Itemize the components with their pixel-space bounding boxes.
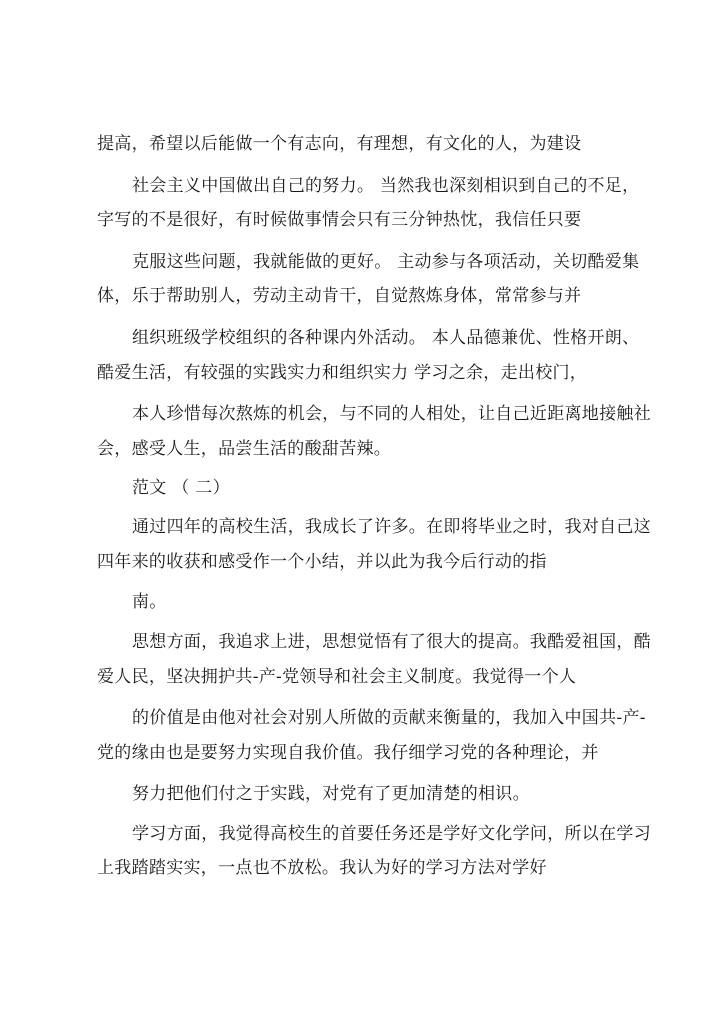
text-line: 上我踏踏实实，一点也不放松。我认为好的学习方法对学好 <box>97 858 547 878</box>
text-line: 的价值是由他对社会对别人所做的贡献来衡量的，我加入中国共-产- <box>132 708 646 728</box>
section-heading: 范文 （ 二） <box>132 478 230 498</box>
text-line: 提高，希望以后能做一个有志向，有理想，有文化的人，为建设 <box>97 134 582 154</box>
text-line: 党的缘由也是要努力实现自我价值。我仔细学习党的各种理论，并 <box>97 743 599 763</box>
text-line: 会，感受人生，品尝生活的酸甜苦辣。 <box>97 439 392 459</box>
text-line: 南。 <box>132 592 167 612</box>
text-line: 酷爱生活，有较强的实践实力和组织实力 学习之余，走出校门， <box>97 363 588 383</box>
text-line: 体，乐于帮助别人，劳动主动肯干，自觉熬炼身体，常常参与并 <box>97 286 582 306</box>
text-line: 字写的不是很好，有时候做事情会只有三分钟热忱，我信任只要 <box>97 210 582 230</box>
text-line: 四年来的收获和感受作一个小结，并以此为我今后行动的指 <box>97 552 547 572</box>
text-line: 组织班级学校组织的各种课内外活动。 本人品德兼优、性格开朗、 <box>132 328 640 348</box>
text-line: 学习方面，我觉得高校生的首要任务还是学好文化学问，所以在学习 <box>132 824 651 844</box>
text-line: 本人珍惜每次熬炼的机会，与不同的人相处，让自己近距离地接触社 <box>132 404 651 424</box>
text-line: 通过四年的高校生活，我成长了许多。在即将毕业之时，我对自己这 <box>132 517 651 537</box>
text-line: 思想方面，我追求上进，思想觉悟有了很大的提高。我酷爱祖国，酷 <box>132 632 651 652</box>
text-line: 社会主义中国做出自己的努力。 当然我也深刻相识到自己的不足， <box>132 176 640 196</box>
text-line: 努力把他们付之于实践，对党有了更加清楚的相识。 <box>132 784 530 804</box>
text-line: 克服这些问题，我就能做的更好。 主动参与各项活动，关切酷爱集 <box>132 252 640 272</box>
text-line: 爱人民，坚决拥护共-产-党领导和社会主义制度。我觉得一个人 <box>97 667 577 687</box>
